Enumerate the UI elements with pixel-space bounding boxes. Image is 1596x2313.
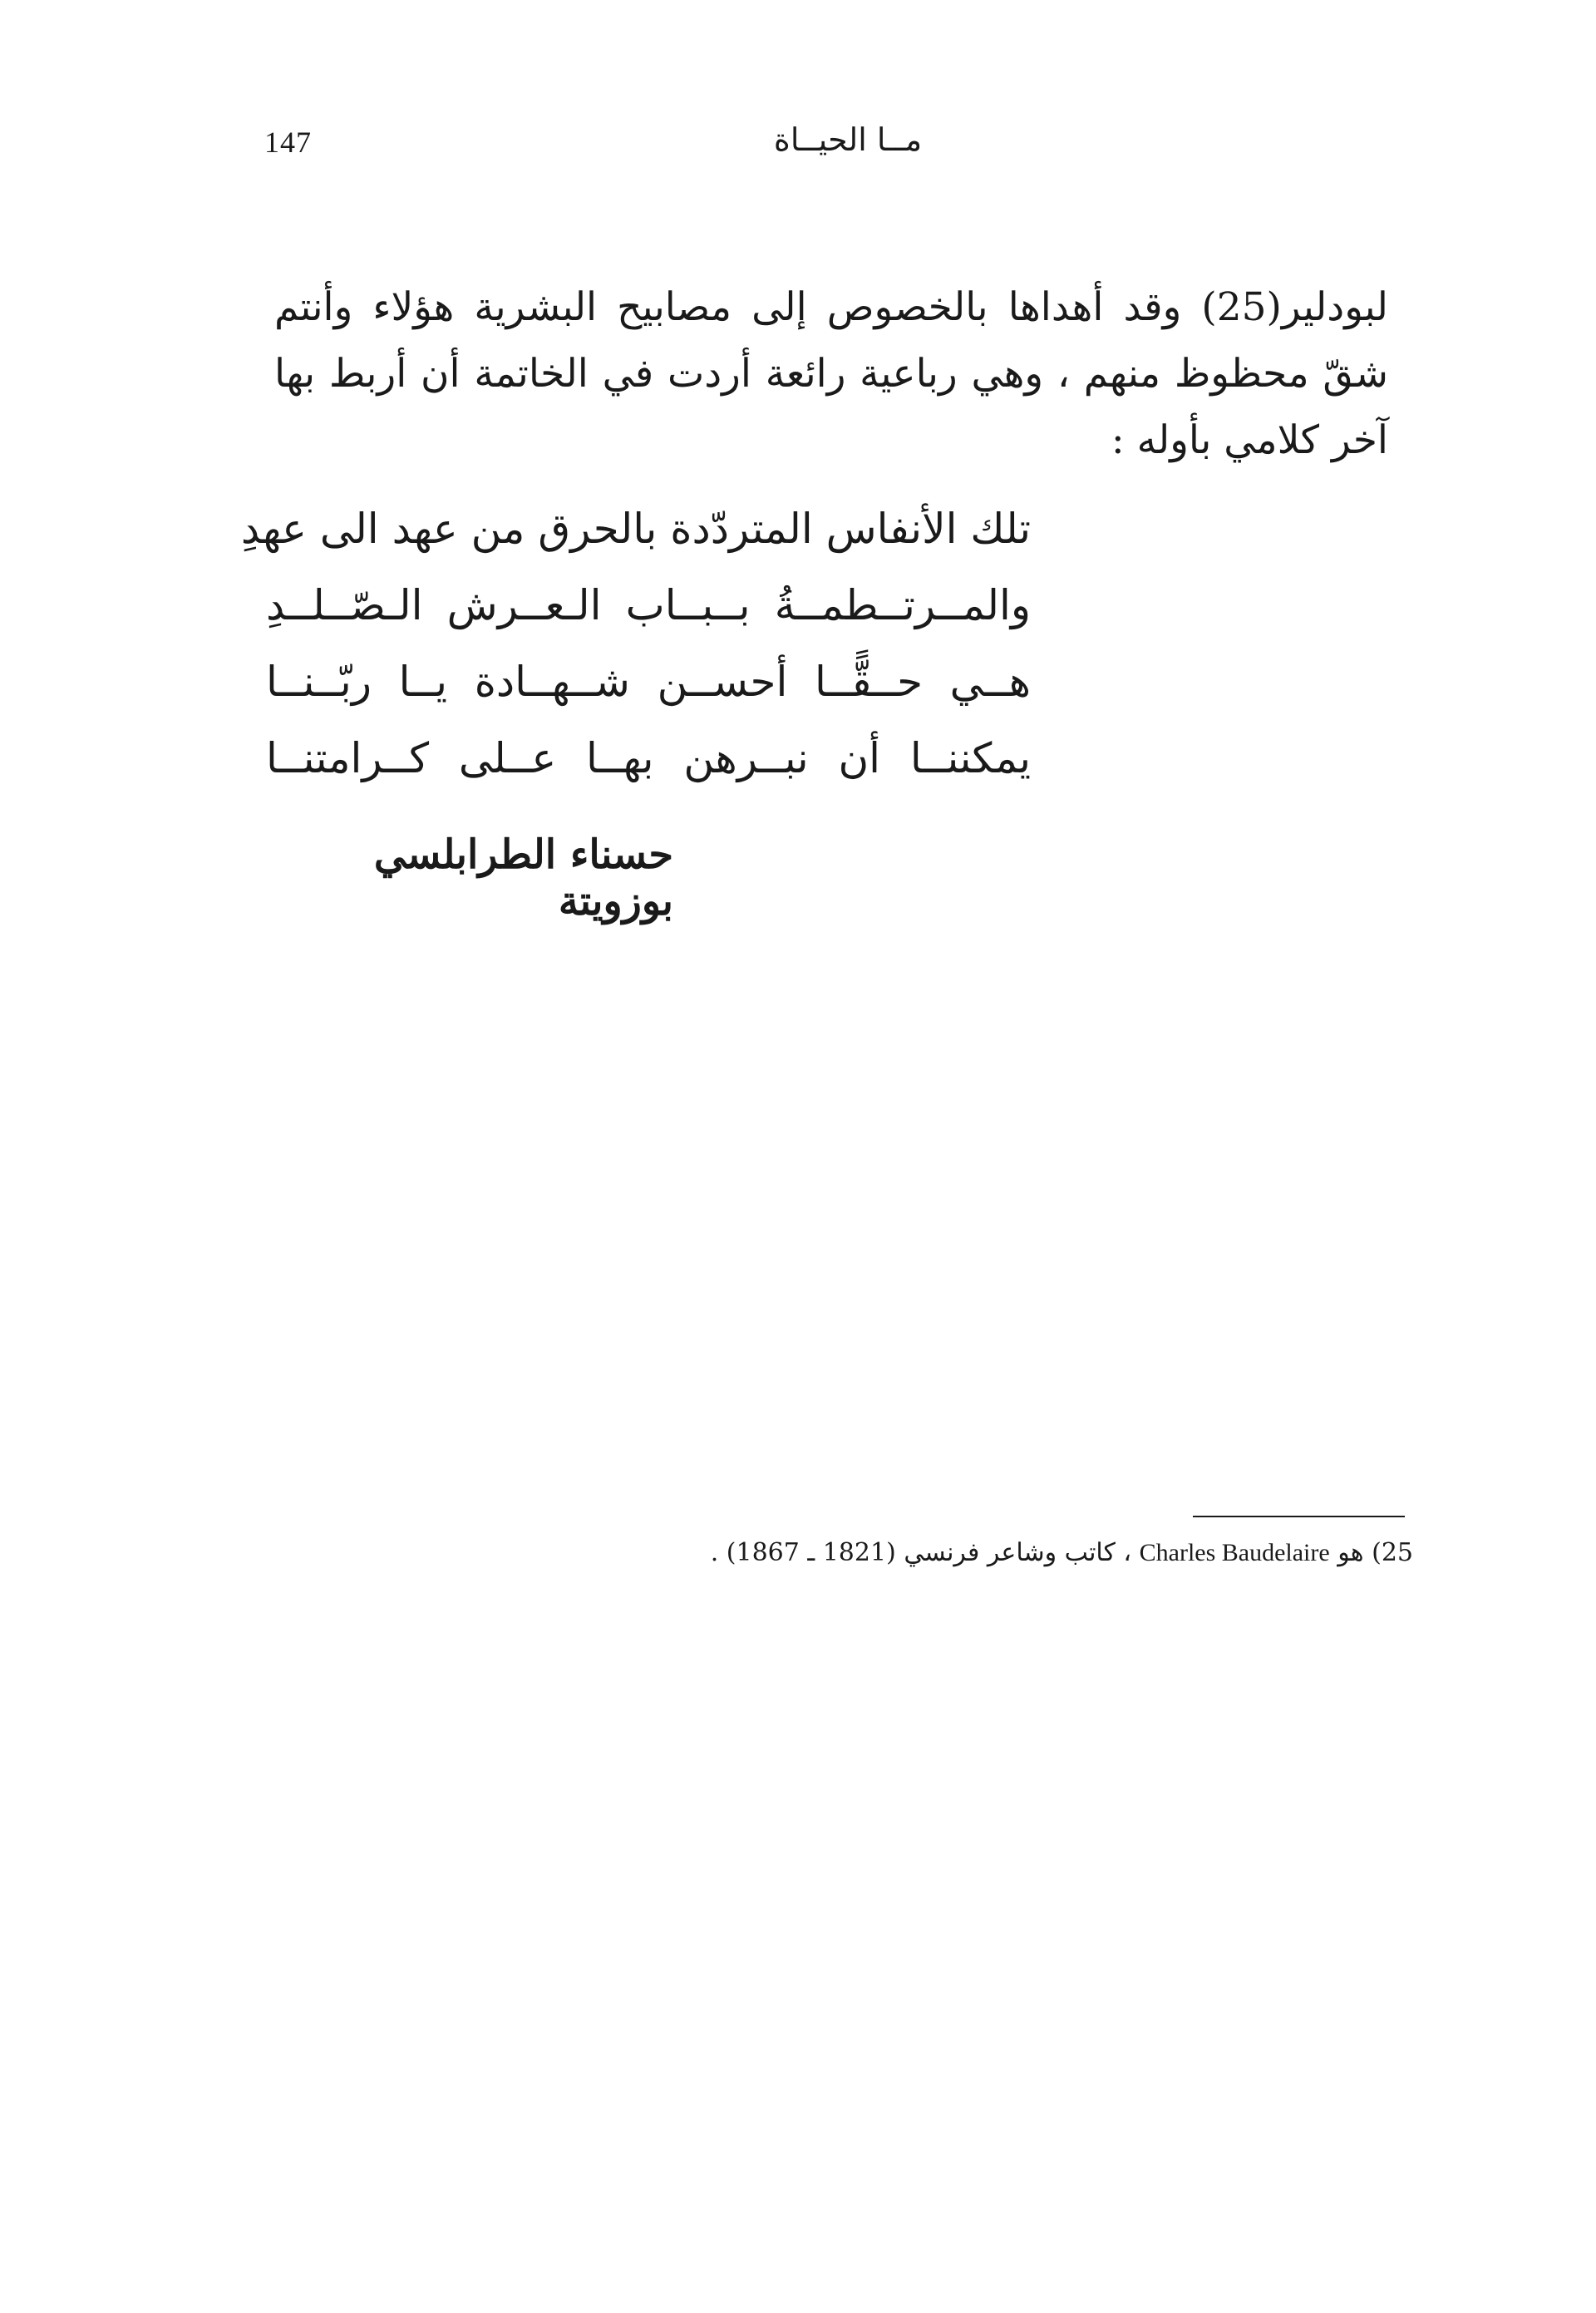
- poem-line-4: يمكننــا أن نبــرهن بهــا عــلى كــرامتنــا: [266, 734, 1031, 782]
- footnote-latin-name: Charles Baudelaire: [1139, 1539, 1330, 1566]
- body-paragraph: لبودلير(25) وقد أهداها بالخصوص إلى مصابيح البشرية هؤلاء وأنتم شقّ محظوظ منهم ، وهي رباعية رائعة أردت في الخاتمة أن أربط بها آخر كلامي بأوله :: [274, 284, 1388, 463]
- footnote-text: ، كاتب وشاعر فرنسي (1821 ـ 1867) .: [710, 1538, 1132, 1567]
- poem-line-2: والمــرتــطمــةُ بــبــاب الـعــرش الـصّــلــدِ: [266, 581, 1031, 629]
- footnote: [515, 1538, 1413, 1567]
- poem-line-1: تلك الأنفاس المتردّدة بالحرق من عهد الى عهدِ: [240, 505, 1031, 553]
- page-number: 147: [264, 126, 312, 159]
- running-title: مــا الحيــاة: [773, 121, 923, 158]
- footnote-divider: [1193, 1516, 1405, 1517]
- poem-line-3: هــي حــقًّــا أحســن شــهــادة يــا ربّــنــا: [266, 658, 1031, 706]
- footnote-marker: 25) هو: [1337, 1538, 1413, 1567]
- poem-quatrain: [240, 491, 1031, 796]
- author-signature: حسناء الطرابلسي بوزويتة: [373, 831, 673, 925]
